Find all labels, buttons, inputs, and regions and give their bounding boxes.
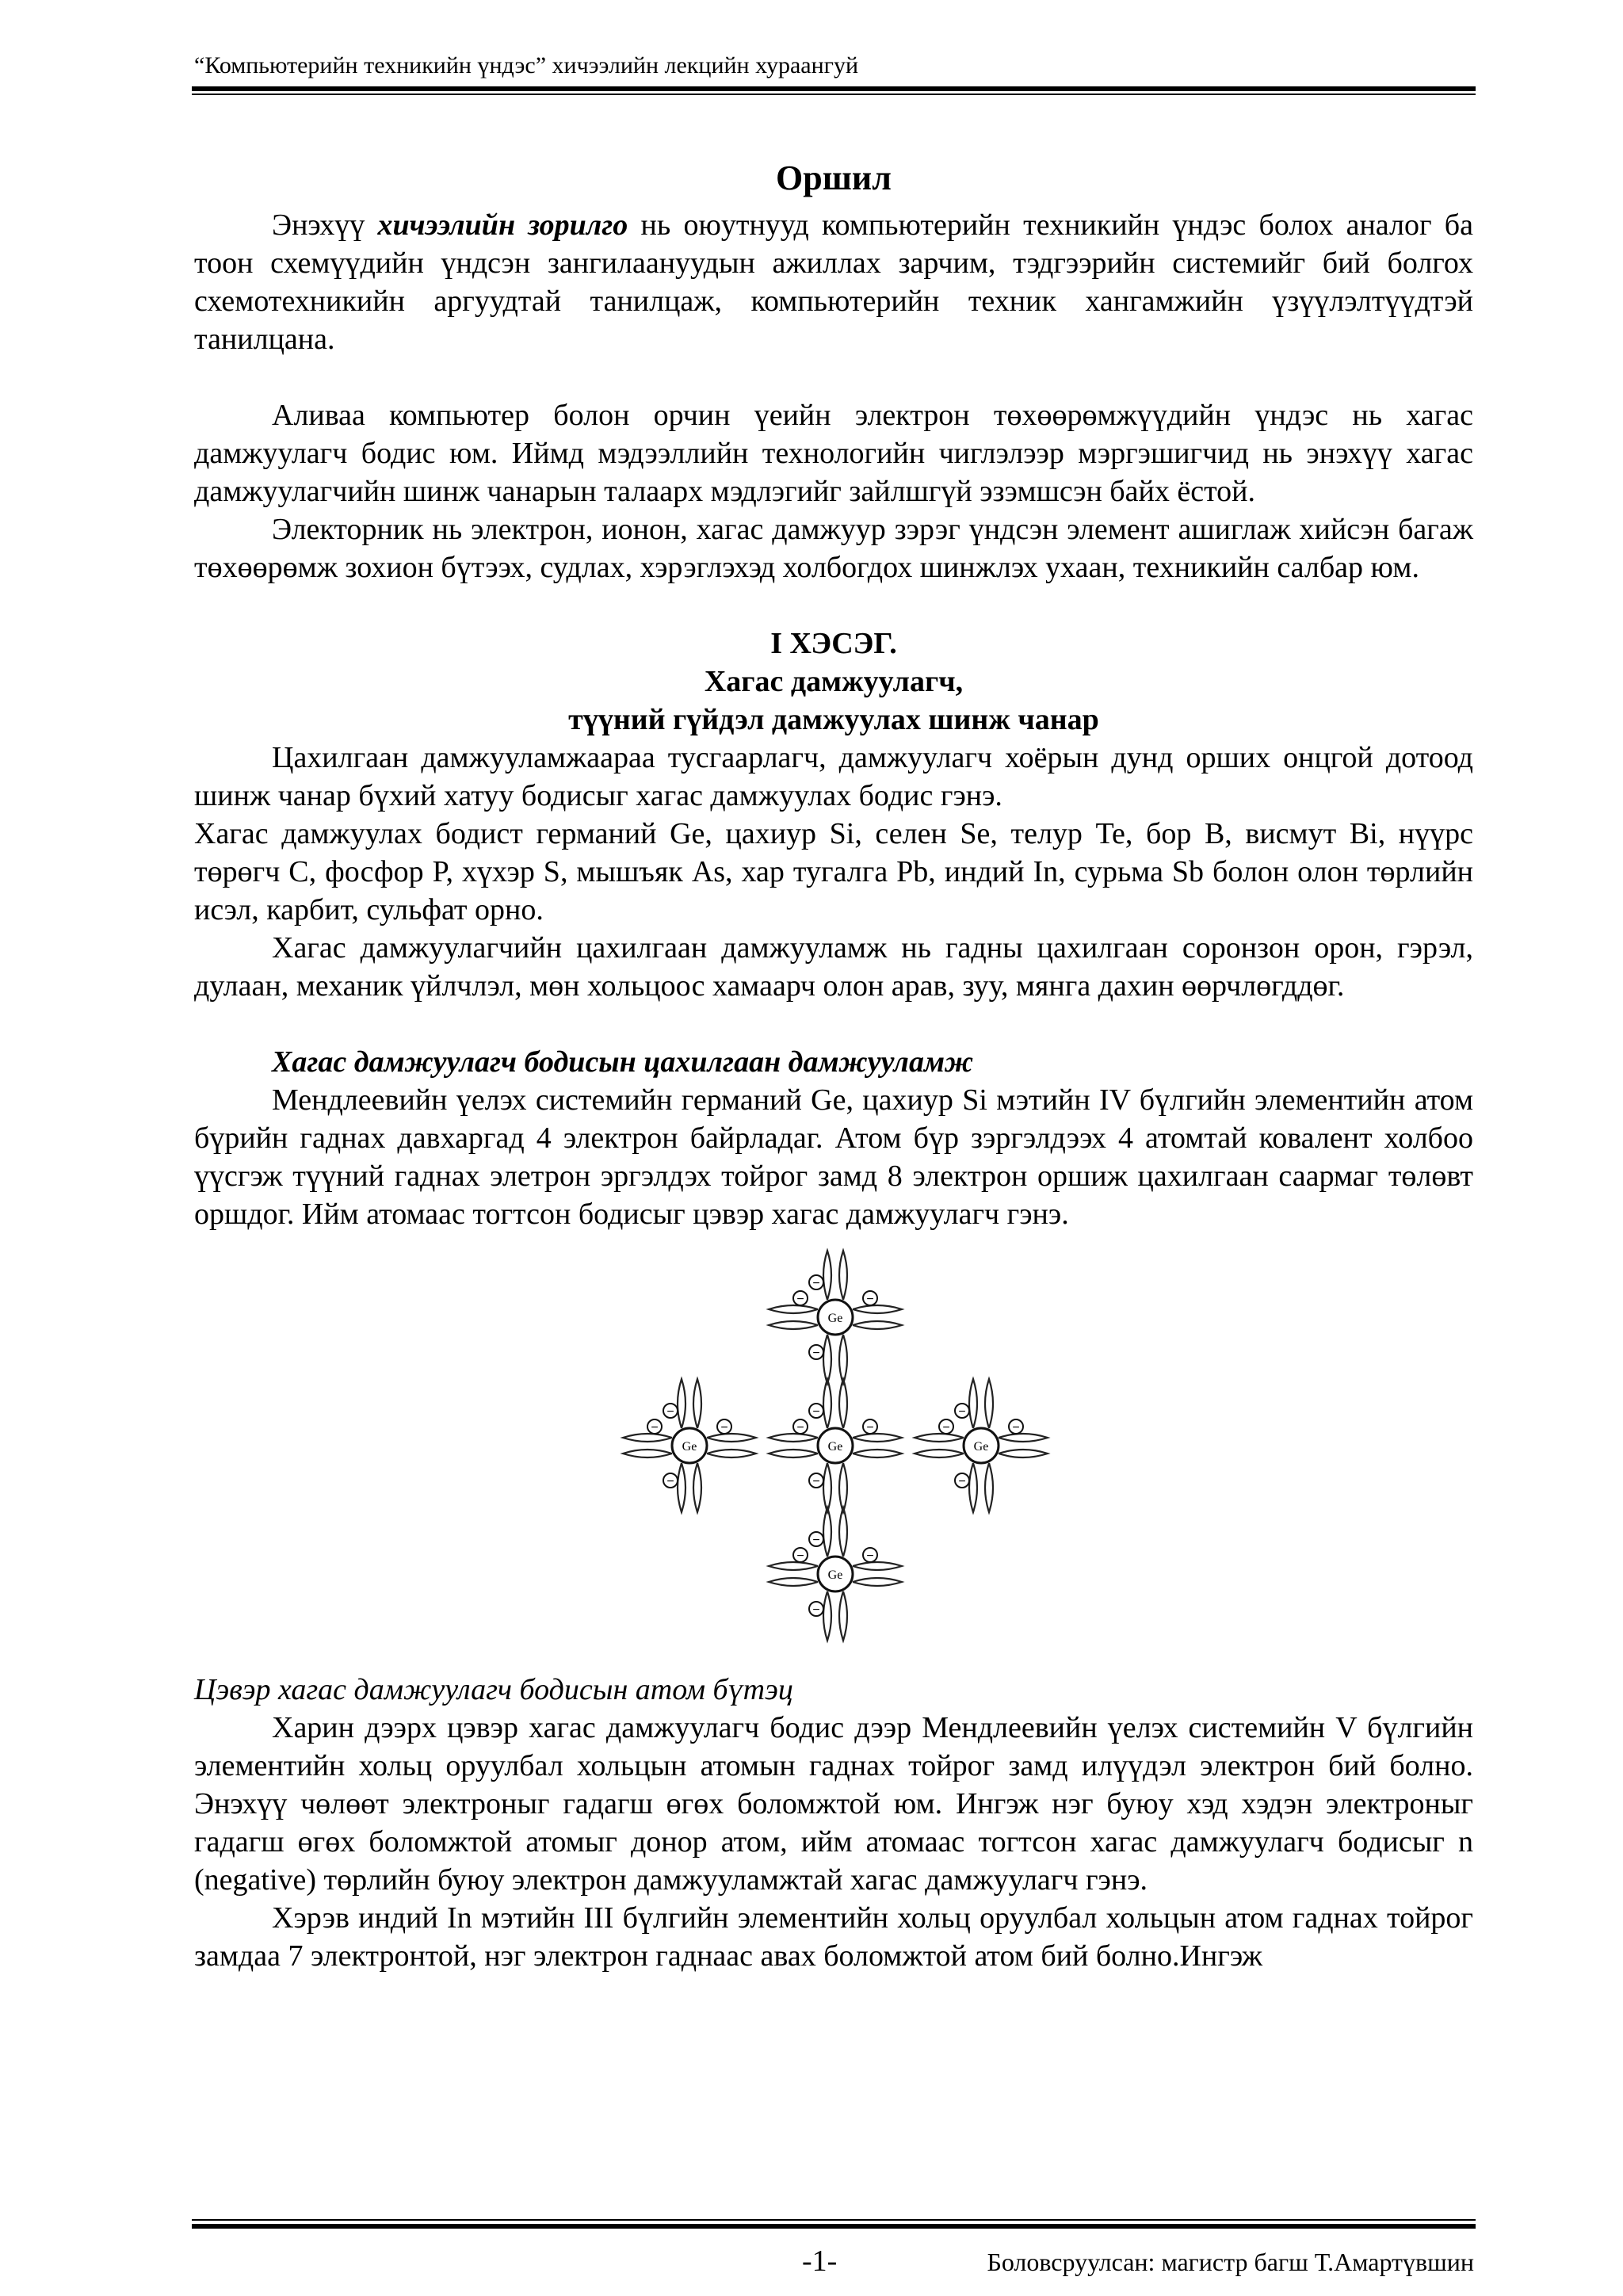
bond-orbital	[678, 1463, 685, 1512]
germanium-crystal-figure	[612, 1238, 1056, 1650]
intro-paragraph-2: Аливаа компьютер болон орчин үеийн электрон төхөөрөмжүүдийн үндэс нь хагас дамжуулагч бодис юм. Иймд мэдээллийн технологийн чиглэлээр мэргэшигчид нь энэхүү хагас дамжуулагчийн шинж чанарын талаарх мэдлэгийг зайлшгүй эзэмшсэн байх ёстой.	[194, 399, 1473, 508]
footer-author: Боловсруулсан: магистр багш Т.Амартүвшин	[987, 2248, 1474, 2276]
page-number: -1-	[802, 2244, 838, 2278]
bond-orbital	[769, 1434, 818, 1442]
bond-orbital	[853, 1450, 902, 1457]
bond-orbital	[969, 1463, 977, 1512]
section-heading-line1: I ХЭСЭГ.	[770, 627, 897, 660]
electron-sign: −	[812, 1534, 820, 1547]
section-paragraph-3: Хагас дамжуулагчийн цахилгаан дамжууламж нь гадны цахилгаан соронзон орон, гэрэл, дулаан, механик үйлчлэл, мөн хольцоос хамаарч олон арав, зуу, мянга дахин өөрчлөгддөг.	[194, 931, 1473, 1003]
ge-atom-label: Ge	[827, 1312, 843, 1325]
bond-orbital	[999, 1450, 1048, 1457]
bond-orbital	[915, 1450, 964, 1457]
bond-orbital	[769, 1450, 818, 1457]
header-rule-thick	[192, 86, 1476, 91]
electron-sign: −	[958, 1475, 966, 1488]
intro-p1-emphasis: хичээлийн зорилго	[377, 208, 628, 242]
section-paragraph-2: Хагас дамжуулах бодист германий Ge, цахиур Si, селен Se, телур Te, бор B, висмут Bi, нүүрс төрөгч C, фосфор P, хүхэр S, мышъяк As, хар тугалга Pb, индий In, сурьма Sb болон олон төрлийн исэл, карбит, сульфат орно.	[194, 817, 1473, 926]
bond-orbital	[853, 1578, 902, 1586]
electron-sign: −	[1012, 1421, 1020, 1435]
bond-orbital	[769, 1305, 818, 1313]
bond-orbital	[623, 1450, 672, 1457]
figure-caption: Цэвэр хагас дамжуулагч бодисын атом бүтэц	[194, 1673, 793, 1706]
bond-orbital	[693, 1379, 701, 1428]
intro-paragraph-3: Электорник нь электрон, ионон, хагас дамжуур зэрэг үндсэн элемент ашиглаж хийсэн багаж төхөөрөмж зохион бүтээх, судлах, хэрэглэхэд холбогдох шинжлэх ухаан, техникийн салбар юм.	[194, 513, 1473, 584]
electron-sign: −	[866, 1293, 874, 1306]
bond-orbital	[853, 1305, 902, 1313]
ge-atom-label: Ge	[827, 1568, 843, 1582]
bond-orbital	[707, 1450, 756, 1457]
electron-sign: −	[720, 1421, 728, 1435]
subsection-heading: Хагас дамжуулагч бодисын цахилгаан дамжууламж	[272, 1045, 974, 1079]
bond-orbital	[769, 1578, 818, 1586]
electron-sign: −	[812, 1405, 820, 1419]
bond-orbital	[693, 1463, 701, 1512]
bond-orbital	[853, 1434, 902, 1442]
electron-sign: −	[942, 1421, 950, 1435]
bond-orbital	[999, 1434, 1048, 1442]
bond-orbital	[769, 1321, 818, 1329]
electron-sign: −	[796, 1421, 804, 1435]
bond-orbital	[853, 1321, 902, 1329]
header-rule-thin	[192, 94, 1476, 95]
bond-orbital	[839, 1251, 847, 1300]
ge-atom-label: Ge	[682, 1440, 697, 1454]
intro-heading: Оршил	[776, 159, 892, 197]
bond-orbital	[969, 1379, 977, 1428]
section-paragraph-1: Цахилгаан дамжууламжаараа тусгаарлагч, дамжуулагч хоёрын дунд орших онцгой дотоод шинж чанар бүхий хатуу бодисыг хагас дамжуулах бодис гэнэ.	[194, 741, 1473, 812]
footer-rule-thin	[192, 2219, 1476, 2221]
bond-orbital	[823, 1591, 831, 1641]
electron-sign: −	[812, 1603, 820, 1617]
electron-sign: −	[666, 1475, 674, 1488]
bond-orbital	[678, 1379, 685, 1428]
electron-sign: −	[812, 1277, 820, 1290]
intro-p1-start: Энэхүү	[272, 208, 378, 242]
electron-sign: −	[866, 1549, 874, 1563]
electron-sign: −	[866, 1421, 874, 1435]
electron-sign: −	[651, 1421, 659, 1435]
bond-orbital	[853, 1562, 902, 1570]
electron-sign: −	[812, 1475, 820, 1488]
electron-sign: −	[958, 1405, 966, 1419]
bond-orbital	[707, 1434, 756, 1442]
electron-sign: −	[796, 1293, 804, 1306]
electron-sign: −	[666, 1405, 674, 1419]
bond-orbital	[839, 1591, 847, 1641]
footer-rule-thick	[192, 2224, 1476, 2229]
electron-sign: −	[796, 1549, 804, 1563]
bond-orbital	[985, 1379, 993, 1428]
section-heading-line2: Хагас дамжуулагч,	[704, 665, 964, 698]
bond-orbital	[985, 1463, 993, 1512]
section-heading-line3: түүний гүйдэл дамжуулах шинж чанар	[568, 703, 1099, 736]
section-paragraph-4: Мендлеевийн үелэх системийн германий Ge, цахиур Si мэтийн IV бүлгийн элементийн атом бүрийн гаднах давхаргад 4 электрон байрладаг. Атом бүр зэргэлдээх 4 атомтай ковалент холбоо үүсгэж түүний гаднах элетрон эргэлдэх тойрог замд 8 электрон оршиж цахилгаан саармаг төлөвт оршдог. Ийм атомаас тогтсон бодисыг цэвэр хагас дамжуулагч гэнэ.	[194, 1083, 1473, 1231]
intro-p1-end: нь оюутнууд компьютерийн техникийн үндэс болох аналог ба тоон схемүүдийн үндсэн зангилаануудын ажиллах зарчим, тэдгээрийн системийг бий болгох схемотехникийн аргуудтай танилцаж, компьютерийн техник хангамжийн үзүүлэлтүүдтэй танилцана.	[194, 208, 1474, 356]
section-paragraph-6: Хэрэв индий In мэтийн III бүлгийн элементийн хольц оруулбал хольцын атом гаднах тойрог замдаа 7 электронтой, нэг электрон гаднаас авах боломжтой атом бий болно.Ингэж	[194, 1901, 1473, 1973]
page-content	[194, 159, 1473, 1975]
bond-orbital	[823, 1251, 831, 1300]
intro-paragraph-1	[194, 206, 1473, 358]
bond-orbital	[623, 1434, 672, 1442]
ge-atom-label: Ge	[973, 1440, 989, 1454]
bond-orbital	[915, 1434, 964, 1442]
running-header: “Компьютерийн техникийн үндэс” хичээлийн лекцийн хураангуй	[194, 52, 859, 78]
bond-orbital	[769, 1562, 818, 1570]
electron-sign: −	[812, 1347, 820, 1360]
section-paragraph-5: Харин дээрх цэвэр хагас дамжуулагч бодис дээр Мендлеевийн үелэх системийн V бүлгийн элементийн хольц оруулбал хольцын атомын гаднах тойрог замд илүүдэл электрон бий болно. Энэхүү чөлөөт электроныг гадагш өгөх боломжтой юм. Ингэж нэг буюу хэд хэдэн электроныг гадагш өгөх боломжтой атомыг донор атом, ийм атомаас тогтсон хагас дамжуулагч бодисыг n (negative) төрлийн буюу электрон дамжууламжтай хагас дамжуулагч гэнэ.	[194, 1711, 1473, 1897]
ge-atom-label: Ge	[827, 1440, 843, 1454]
